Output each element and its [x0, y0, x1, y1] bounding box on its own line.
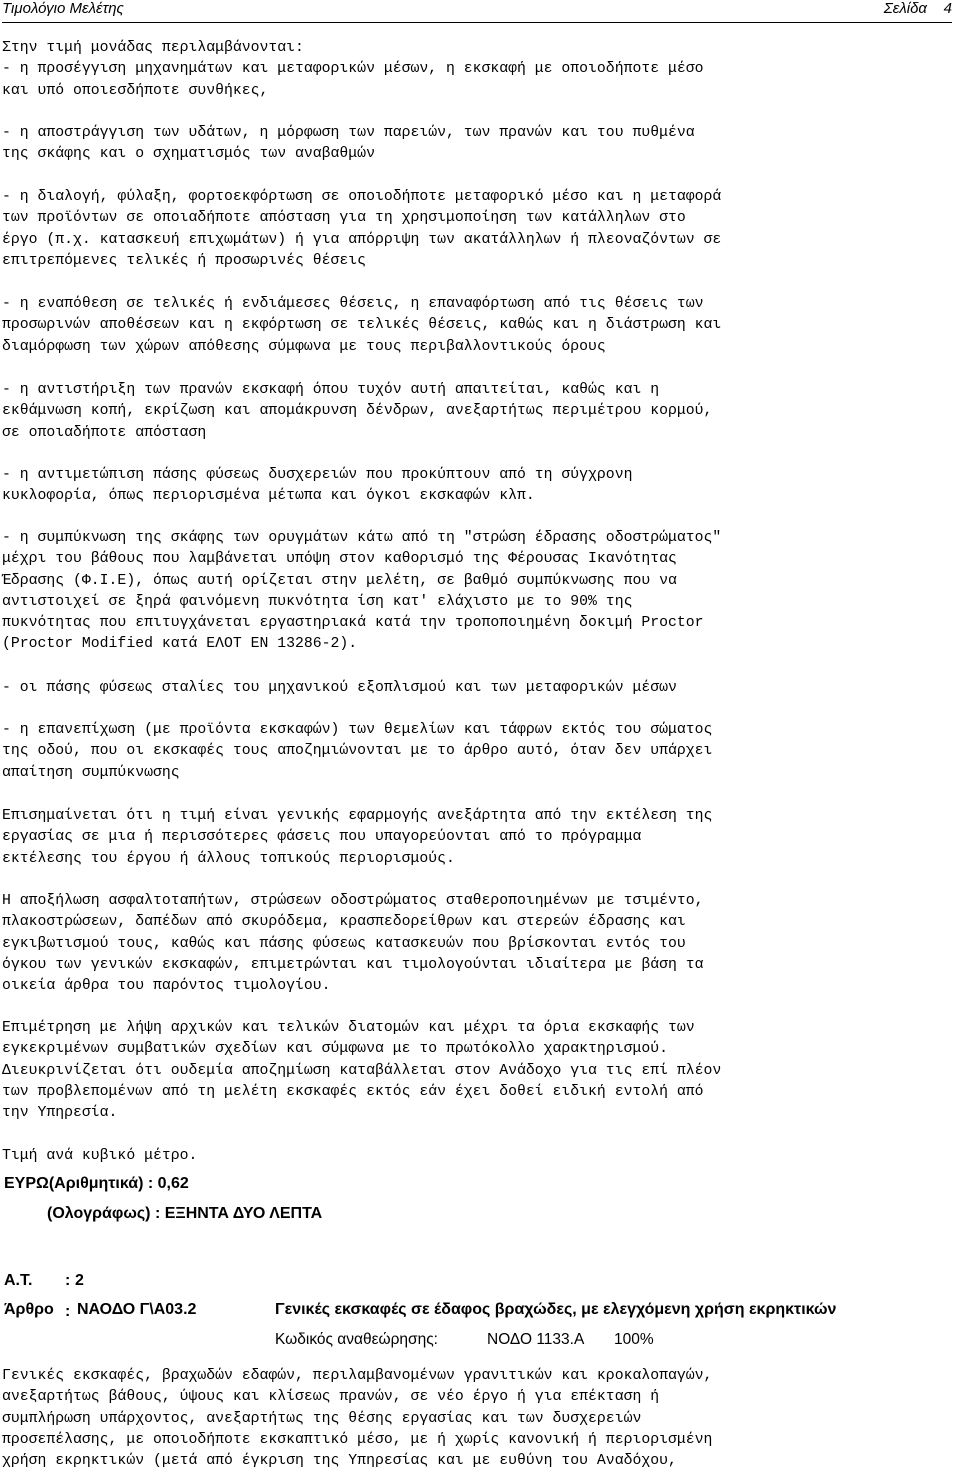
paragraph-drainage: - η αποστράγγιση των υδάτων, η μόρφωση των παρειών, των πρανών και του πυθμένα της σκάφης και ο σχηματισμός των αναβαθμών	[2, 125, 695, 163]
arthro-label: Άρθρο	[4, 1301, 54, 1318]
revision-percent: 100%	[614, 1331, 654, 1348]
numeric-label: (Αριθμητικά) :	[48, 1175, 154, 1192]
paragraph-sorting: - η διαλογή, φύλαξη, φορτοεκφόρτωση σε οποιοδήποτε μεταφορικό μέσο και η μεταφορά των προϊόντων σε οποιαδήποτε απόσταση για τη χρησιμοποίηση των κατάλληλων στο έργο (π.χ. κατασκευή επιχωμάτων) ή για απόρριψη των ακατάλληλων ή πλεοναζόντων σε επιτρεπόμενες τελικές ή προσωρινές θέσεις	[2, 189, 722, 269]
revision-label: Κωδικός αναθεώρησης:	[275, 1331, 438, 1348]
price-words	[47, 1205, 322, 1223]
at-separator: :	[65, 1272, 71, 1289]
page-indicator	[884, 0, 952, 17]
page-header	[2, 0, 952, 23]
words-label: (Ολογράφως) :	[47, 1205, 161, 1222]
paragraph-standby: - οι πάσης φύσεως σταλίες του μηχανικού εξοπλισμού και των μεταφορικών μέσων	[2, 680, 677, 696]
page-label: Σελίδα	[883, 0, 927, 17]
at-value: 2	[75, 1272, 84, 1289]
paragraph-removal: Η αποξήλωση ασφαλτοταπήτων, στρώσεων οδοστρώματος σταθεροποιημένων με τσιμέντο, πλακοστρώσεων, δαπέδων από σκυρόδεμα, κρασπεδορείθρων και στερεών έδρασης και εγκιβωτισμού τους, καθώς και πάσης φύσεως κατασκευών που βρίσκονται εντός του όγκου των γενικών εκσκαφών, επιμετρώνται και τιμολογούνται ιδιαίτερα με βάση τα οικεία άρθρα του παρόντος τιμολογίου.	[2, 893, 704, 995]
numeric-value: 0,62	[157, 1175, 189, 1192]
paragraph-compaction: - η συμπύκνωση της σκάφης των ορυγμάτων κάτω από τη "στρώση έδρασης οδοστρώματος" μέχρι του βάθους που λαμβάνεται υπόψη στον καθορισμό της Φέρουσας Ικανότητας Έδρασης (Φ.Ι.Ε), όπως αυτή ορίζεται στην μελέτη, σε βαθμό συμπύκνωσης που να αντιστοιχεί σε ξηρά φαινόμενη πυκνότητα ίση κατ' ελάχιστο με το 90% της πυκνότητας που επιτυγχάνεται εργαστηριακά κατά την τροποποιημένη δοκιμή Proctor (Proctor Modified κατά ΕΛΟΤ ΕΝ 13286-2).	[2, 530, 722, 653]
paragraph-backfill: - η επανεπίχωση (με προϊόντα εκσκαφών) των θεμελίων και τάφρων εκτός του σώματος της οδού, που οι εκσκαφές τους αποζημιώνονται με το άρθρο αυτό, όταν δεν υπάρχει απαίτηση συμπύκνωσης	[2, 722, 713, 781]
paragraph-article-description: Γενικές εκσκαφές, βραχωδών εδαφών, περιλαμβανομένων γρανιτικών και κροκαλοπαγών, ανεξαρτήτως βάθους, ύψους και κλίσεως πρανών, σε νέο έργο ή για επέκταση ή συμπλήρωση υπάρχοντος, ανεξαρτήτως της θέσης εργασίας και των δυσχερειών προσεπέλασης, με οποιοδήποτε εκσκαπτικό μέσο, με ή χωρίς κανονική ή περιορισμένη χρήση εκρηκτικών (μετά από έγκριση της Υπηρεσίας και με ευθύνη του Αναδόχου,	[2, 1368, 713, 1470]
words-value: ΕΞΗΝΤΑ ΔΥΟ ΛΕΠΤΑ	[164, 1205, 323, 1222]
paragraph-measurement: Επιμέτρηση με λήψη αρχικών και τελικών διατομών και μέχρι τα όρια εκσκαφής των εγκεκριμένων συμβατικών σχεδίων και σύμφωνα με το πρωτόκολλο χαρακτηρισμού. Διευκρινίζεται ότι ουδεμία αποζημίωση καταβάλλεται στον Ανάδοχο για τις επί πλέον των προβλεπομένων από τη μελέτη εκσκαφές εκτός εάν έχει δοθεί ειδική εντολή από την Υπηρεσία.	[2, 1020, 722, 1122]
page-number: 4	[943, 0, 952, 17]
paragraph-deposition: - η εναπόθεση σε τελικές ή ενδιάμεσες θέσεις, η επαναφόρτωση από τις θέσεις των προσωρινών αποθέσεων και η εκφόρτωση σε τελικές θέσεις, καθώς και η διάστρωση και διαμόρφωση των χώρων απόθεσης σύμφωνα με τους περιβαλλοντικούς όρους	[2, 296, 722, 355]
paragraph-unit: Τιμή ανά κυβικό μέτρο.	[2, 1148, 198, 1164]
eur-label: ΕΥΡΩ	[4, 1175, 49, 1192]
paragraph-support: - η αντιστήριξη των πρανών εκσκαφή όπου τυχόν αυτή απαιτείται, καθώς και η εκθάμνωση κοπή, εκρίζωση και απομάκρυνση δένδρων, ανεξαρτήτως περιμέτρου κορμού, σε οποιαδήποτε απόσταση	[2, 382, 713, 441]
at-label: Α.Τ.	[4, 1272, 33, 1289]
paragraph-traffic: - η αντιμετώπιση πάσης φύσεως δυσχερειών που προκύπτουν από τη σύγχρονη κυκλοφορία, όπως περιορισμένα μέτωπα και όγκοι εκσκαφών κλπ.	[2, 467, 633, 505]
price-numeric	[4, 1175, 189, 1193]
arthro-code: ΝΑΟΔΟ Γ\Α03.2	[77, 1301, 197, 1318]
paragraph-intro: Στην τιμή μονάδας περιλαμβάνονται: - η προσέγγιση μηχανημάτων και μεταφορικών μέσων, η εκσκαφή με οποιοδήποτε μέσο και υπό οποιεσδήποτε συνθήκες,	[2, 40, 704, 99]
paragraph-note: Επισημαίνεται ότι η τιμή είναι γενικής εφαρμογής ανεξάρτητα από την εκτέλεση της εργασίας σε μια ή περισσότερες φάσεις που υπαγορεύονται από το πρόγραμμα εκτέλεσης του έργου ή άλλους τοπικούς περιορισμούς.	[2, 808, 713, 867]
arthro-separator: :	[65, 1303, 71, 1320]
article-title: Γενικές εκσκαφές σε έδαφος βραχώδες, με ελεγχόμενη χρήση εκρηκτικών	[275, 1301, 837, 1318]
document-title: Τιμολόγιο Μελέτης	[2, 0, 124, 17]
revision-code: ΝΟΔΟ 1133.Α	[487, 1331, 585, 1348]
